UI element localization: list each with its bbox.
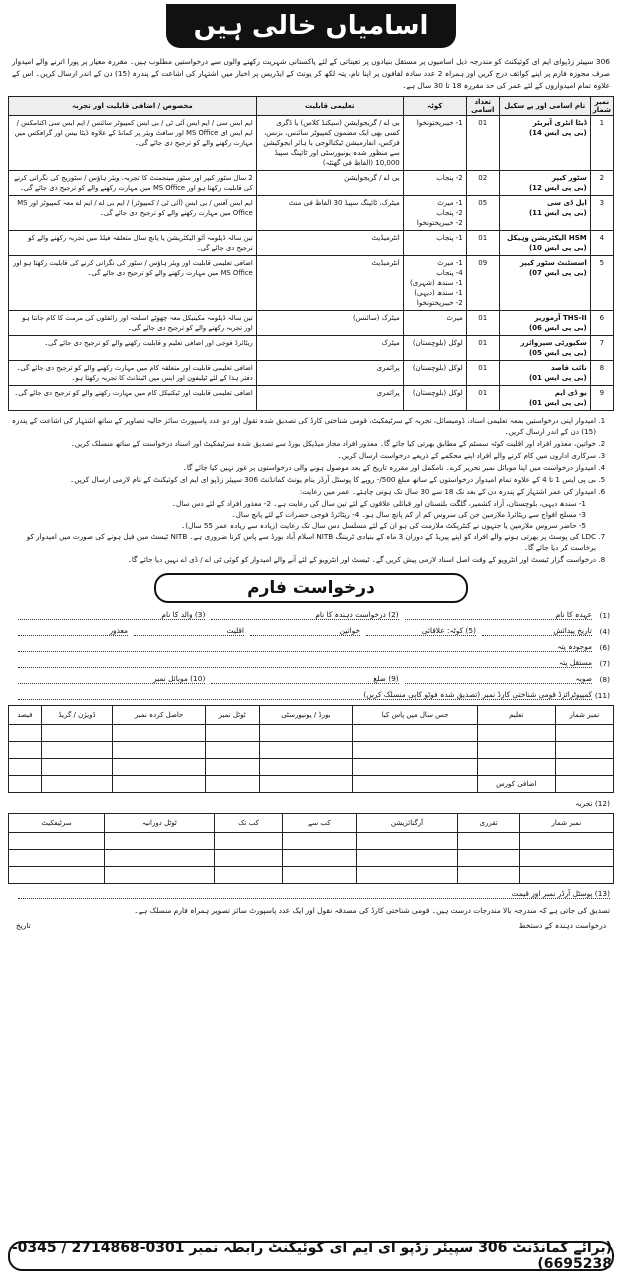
experience-cell[interactable] bbox=[104, 833, 214, 850]
education-cell[interactable] bbox=[113, 776, 205, 793]
position-name-cell bbox=[499, 386, 590, 411]
education-cell[interactable] bbox=[259, 759, 353, 776]
form-field-input[interactable]: صوبہ bbox=[405, 674, 592, 684]
form-field-input[interactable]: عہدہ کا نام bbox=[405, 610, 592, 620]
position-quantity: 01 bbox=[466, 311, 499, 336]
position-row bbox=[9, 116, 614, 171]
education-cell[interactable] bbox=[353, 742, 478, 759]
experience-cell[interactable] bbox=[214, 850, 282, 867]
position-scale: (بی پی ایس 01) bbox=[528, 399, 587, 407]
form-field-row bbox=[8, 609, 614, 621]
experience-cell[interactable] bbox=[519, 850, 613, 867]
position-quantity: 02 bbox=[466, 171, 499, 196]
form-field-row bbox=[8, 657, 614, 669]
quota-line: 2- خیبرپختونخوا bbox=[416, 219, 463, 227]
position-number: 7 bbox=[590, 336, 613, 361]
form-field-input[interactable]: تاریخ پیدائش bbox=[482, 626, 592, 636]
form-field-row bbox=[8, 673, 614, 685]
education-cell[interactable] bbox=[113, 742, 205, 759]
education-header-cell: ڈویژن / گریڈ bbox=[41, 706, 113, 725]
position-quantity: 05 bbox=[466, 196, 499, 231]
experience-cell[interactable] bbox=[356, 867, 458, 884]
position-name-cell bbox=[499, 256, 590, 311]
quota-line: 1- پنجاب bbox=[436, 234, 463, 242]
experience-cell[interactable] bbox=[458, 850, 519, 867]
postal-order-row bbox=[8, 888, 614, 900]
experience-cell[interactable] bbox=[214, 867, 282, 884]
positions-header-cell: نام اسامی اور پے سکیل bbox=[499, 97, 590, 116]
quota-line: 1- میرٹ bbox=[437, 259, 463, 267]
date-field[interactable]: تاریخ bbox=[16, 921, 31, 930]
position-experience: 2 سال سٹور کیپر اور سٹور مینجمنٹ کا تجربہ، ویئر ہاؤس / سٹوریج کی نگرانی کرنے کی قابلیت رکھتا ہو اور MS Office میں مہارت رکھنے والے کو ترجیح دی جائے گی۔ bbox=[9, 171, 257, 196]
form-field-number: (1) bbox=[599, 610, 610, 620]
position-name: THS-II آرموریر bbox=[534, 314, 587, 322]
experience-header-cell: ٹوٹل دورانیہ bbox=[104, 814, 214, 833]
experience-cell[interactable] bbox=[283, 867, 356, 884]
form-title: درخواست فارم bbox=[154, 573, 468, 603]
position-name: ڈیٹا انٹری آپریٹر bbox=[532, 119, 587, 127]
position-name: HSM الیکٹریشن وہیکل bbox=[507, 234, 587, 242]
education-cell[interactable] bbox=[41, 776, 113, 793]
age-relaxation-list bbox=[8, 498, 596, 531]
experience-header-cell: تقرری bbox=[458, 814, 519, 833]
experience-cell[interactable] bbox=[9, 850, 105, 867]
form-field-number: (11) bbox=[594, 690, 610, 700]
experience-cell[interactable] bbox=[9, 833, 105, 850]
positions-header-cell: مخصوص / اضافی قابلیت اور تجربہ bbox=[9, 97, 257, 116]
position-number: 1 bbox=[590, 116, 613, 171]
experience-cell[interactable] bbox=[458, 867, 519, 884]
experience-cell[interactable] bbox=[104, 867, 214, 884]
declaration-text: تصدیق کی جاتی ہے کہ مندرجہ بالا مندرجات درست ہیں۔ قومی شناختی کارڈ کی مصدقہ نقول اور ایک عدد پاسپورٹ سائز تصویر ہمراہ فارم منسلک ہے۔ bbox=[134, 906, 610, 915]
education-cell[interactable] bbox=[9, 725, 42, 742]
quota-line: لوکل (بلوچستان) bbox=[412, 389, 463, 397]
experience-cell[interactable] bbox=[214, 833, 282, 850]
position-row bbox=[9, 386, 614, 411]
experience-header-cell: کب سے bbox=[283, 814, 356, 833]
position-name: سٹور کیپر bbox=[552, 174, 587, 182]
position-quota-cell bbox=[403, 116, 466, 171]
education-row bbox=[9, 742, 614, 759]
position-quota-cell bbox=[403, 386, 466, 411]
education-header-cell: ٹوٹل نمبر bbox=[205, 706, 259, 725]
experience-table bbox=[8, 813, 614, 884]
position-quota-cell bbox=[403, 361, 466, 386]
education-cell[interactable] bbox=[259, 742, 353, 759]
quota-line: 1- میرٹ bbox=[437, 199, 463, 207]
education-cell[interactable] bbox=[259, 725, 353, 742]
positions-header-cell: نمبر شمار bbox=[590, 97, 613, 116]
advertisement-page bbox=[8, 4, 614, 1272]
position-experience: ایم ایس آفس / بی ایس (آئی ٹی / کمپیوٹر) / ایم بی اے / ایم اے معہ کمپیوٹر اور MS Office میں مہارت رکھنے والے کو ترجیح دی جائے گی۔ bbox=[9, 196, 257, 231]
position-scale: (بی پی ایس 01) bbox=[528, 374, 587, 382]
position-number: 2 bbox=[590, 171, 613, 196]
experience-header-cell: کب تک bbox=[214, 814, 282, 833]
experience-cell[interactable] bbox=[283, 850, 356, 867]
experience-cell[interactable] bbox=[519, 833, 613, 850]
form-field-input[interactable]: خواتین bbox=[250, 626, 360, 636]
education-cell[interactable] bbox=[555, 725, 613, 742]
position-quota-cell bbox=[403, 336, 466, 361]
position-quota-cell bbox=[403, 196, 466, 231]
note-item: 1. امیدوار اپنی درخواستیں بمعہ تعلیمی اسناد، ڈومیسائل، تجربہ کے سرٹیفکیٹ، قومی شناختی کارڈ کی تصدیق شدہ نقول اور دو عدد پاسپورٹ سائز حالیہ تصاویر کے ساتھ اشتہار کی اشاعت کے پندرہ (15) دن کے اندر ارسال کریں۔ bbox=[8, 415, 596, 437]
education-cell[interactable] bbox=[259, 776, 353, 793]
position-number: 9 bbox=[590, 386, 613, 411]
experience-row bbox=[9, 867, 614, 884]
position-education: انٹرمیڈیٹ bbox=[256, 231, 403, 256]
quota-line: 2- پنجاب bbox=[436, 209, 463, 217]
positions-header-cell: کوٹہ bbox=[403, 97, 466, 116]
education-header-cell: فیصد bbox=[9, 706, 42, 725]
experience-header-row bbox=[9, 814, 614, 833]
form-field-input[interactable]: اقلیت bbox=[134, 626, 244, 636]
position-education: پرائمری bbox=[256, 361, 403, 386]
form-field-number: (8) bbox=[599, 674, 610, 684]
form-field-number: (7) bbox=[599, 658, 610, 668]
position-quota-cell bbox=[403, 311, 466, 336]
form-field-input[interactable]: موجودہ پتہ bbox=[18, 642, 592, 652]
education-cell[interactable] bbox=[205, 725, 259, 742]
position-experience: اضافی تعلیمی قابلیت اور ویئر ہاؤس / سٹور کی نگرانی کرنے کی قابلیت رکھتا ہو اور MS Office میں مہارت رکھنے والے کو ترجیح دی جائے گی۔ bbox=[9, 256, 257, 311]
position-row bbox=[9, 196, 614, 231]
position-scale: (بی پی ایس 05) bbox=[528, 349, 587, 357]
position-quantity: 01 bbox=[466, 116, 499, 171]
position-number: 5 bbox=[590, 256, 613, 311]
position-education: میٹرک، ٹائپنگ سپیڈ 30 الفاظ فی منٹ bbox=[256, 196, 403, 231]
quota-line: 2- پنجاب bbox=[436, 174, 463, 182]
position-quantity: 01 bbox=[466, 361, 499, 386]
experience-header-cell: نمبر شمار bbox=[519, 814, 613, 833]
position-number: 8 bbox=[590, 361, 613, 386]
education-cell[interactable] bbox=[113, 759, 205, 776]
experience-cell[interactable] bbox=[356, 833, 458, 850]
vacancies-banner: اسامیاں خالی ہیں bbox=[166, 4, 456, 48]
positions-table bbox=[8, 96, 614, 411]
position-name: نائب قاصد bbox=[550, 364, 587, 372]
position-number: 4 bbox=[590, 231, 613, 256]
education-cell[interactable] bbox=[477, 725, 555, 742]
position-name-cell bbox=[499, 116, 590, 171]
position-scale: (بی پی ایس 06) bbox=[528, 324, 587, 332]
position-name: ایل ڈی سی bbox=[547, 199, 587, 207]
position-name-cell bbox=[499, 171, 590, 196]
education-cell[interactable] bbox=[113, 725, 205, 742]
position-name-cell bbox=[499, 231, 590, 256]
quota-line: 1- خیبرپختونخوا bbox=[416, 119, 463, 127]
education-header-cell: تعلیم bbox=[477, 706, 555, 725]
quota-line: 4- پنجاب bbox=[436, 269, 463, 277]
signature-field[interactable]: درخواست دہندہ کے دستخط bbox=[518, 921, 606, 930]
signature-row bbox=[8, 921, 614, 930]
experience-cell[interactable] bbox=[519, 867, 613, 884]
position-quantity: 01 bbox=[466, 231, 499, 256]
position-scale: (بی پی ایس 12) bbox=[528, 184, 587, 192]
form-field-input[interactable]: (2) درخواست دہندہ کا نام bbox=[211, 610, 398, 620]
education-cell[interactable] bbox=[555, 759, 613, 776]
position-quantity: 01 bbox=[466, 336, 499, 361]
position-row bbox=[9, 361, 614, 386]
education-cell[interactable] bbox=[9, 742, 42, 759]
education-cell[interactable] bbox=[477, 742, 555, 759]
position-education: بی اے / گریجوایشن (سیکنڈ کلاس) یا ڈگری کسی بھی ایک مضمون کمپیوٹر سائنس، بزنس، فزکس، انفارمیشن ٹیکنالوجی یا ہائر ایجوکیشن سے منظور شدہ یونیورسٹی اور ٹائپنگ سپیڈ 10,000 (الفاظ فی گھنٹہ) bbox=[256, 116, 403, 171]
position-name: اسسٹنٹ سٹور کیپر bbox=[520, 259, 587, 267]
quota-line: لوکل (بلوچستان) bbox=[412, 339, 463, 347]
position-education: میٹرک (سائنس) bbox=[256, 311, 403, 336]
position-quantity: 09 bbox=[466, 256, 499, 311]
position-name-cell bbox=[499, 361, 590, 386]
position-education: پرائمری bbox=[256, 386, 403, 411]
education-cell[interactable] bbox=[9, 776, 42, 793]
education-cell[interactable] bbox=[205, 759, 259, 776]
education-cell[interactable] bbox=[477, 759, 555, 776]
education-cell[interactable] bbox=[41, 725, 113, 742]
form-field-number: (4) bbox=[599, 626, 610, 636]
form-field-number: (6) bbox=[599, 642, 610, 652]
position-scale: (بی پی ایس 11) bbox=[528, 209, 587, 217]
form-field-input[interactable]: (5) کوٹہ: علاقائی bbox=[366, 626, 476, 636]
position-experience: تین سالہ ڈپلومہ مکینیکل معہ چھوٹے اسلحہ اور رائفلوں کی مرمت کا کام جانتا ہو اور تجربہ رکھنے والے کو ترجیح دی جائے گی۔ bbox=[9, 311, 257, 336]
quota-line: 1- سندھ (شہری) bbox=[409, 279, 463, 287]
education-row bbox=[9, 725, 614, 742]
position-quantity: 01 bbox=[466, 386, 499, 411]
education-cell[interactable] bbox=[9, 759, 42, 776]
education-header-cell: نمبر شمار bbox=[555, 706, 613, 725]
form-field-row bbox=[8, 641, 614, 653]
note-item: 4. امیدوار درخواست میں اپنا موبائل نمبر تحریر کرے۔ نامکمل اور مقررہ تاریخ کے بعد موصول ہونے والی درخواستوں پر غور نہیں کیا جائے گا۔ bbox=[8, 462, 596, 473]
education-header-cell: حاصل کردہ نمبر bbox=[113, 706, 205, 725]
position-quota-cell bbox=[403, 171, 466, 196]
education-cell[interactable] bbox=[41, 742, 113, 759]
education-row bbox=[9, 759, 614, 776]
experience-label: (12) تجربہ bbox=[575, 798, 610, 808]
experience-header-cell: آرگنائزیشن bbox=[356, 814, 458, 833]
position-row bbox=[9, 231, 614, 256]
education-body bbox=[9, 725, 614, 793]
education-cell[interactable] bbox=[555, 742, 613, 759]
quota-line: میرٹ bbox=[446, 314, 463, 322]
age-relaxation-item: 1- سندھ دیہی، بلوچستان، آزاد کشمیر، گلگت بلتستان اور قبائلی علاقوں کے لئے تین سال کی رعایت ہے۔ 2- معذور افراد کے لئے دس سال۔ bbox=[171, 499, 586, 508]
position-education: بی اے / گریجوایشن bbox=[256, 171, 403, 196]
position-scale: (بی پی ایس 14) bbox=[528, 129, 587, 137]
quota-line: 1- سندھ (دیہی) bbox=[414, 289, 463, 297]
education-row bbox=[9, 776, 614, 793]
intro-paragraph: 306 سپیئر زڈپوای ایم ای کوئیکنٹ کو مندرجہ ذیل اسامیوں پر مستقل بنیادوں پر تعیناتی کے لئے پاکستانی شہریت رکھنے والوں سے درخواستیں مطلوب ہیں۔ مقررہ معیار پر پورا اترنے والے امیدوار صرف مجوزہ فارم پر اپنے کوائف درج کریں اور ہمراہ 2 عدد سادہ لفافوں پر اپنا نام، پتہ لکھ کر یونٹ کے ایڈریس پر اخبار میں اشتہار کی اشاعت کے پندرہ (15) دن کے اندر ارسال کریں۔ اس کے علاوہ تمام امیدواروں کے لئے عمر کی حد مقررہ 18 تا 30 سال ہے۔ bbox=[12, 57, 610, 90]
position-name: یو ڈی ایم bbox=[554, 389, 587, 397]
position-scale: (بی پی ایس 10) bbox=[528, 244, 587, 252]
position-experience: ریٹائرڈ فوجی اور اضافی تعلیم و قابلیت رکھنے والے کو ترجیح دی جائے گی۔ bbox=[9, 336, 257, 361]
education-cell[interactable] bbox=[353, 759, 478, 776]
education-cell[interactable] bbox=[41, 759, 113, 776]
position-experience: اضافی تعلیمی قابلیت اور ٹیکنیکل کام میں مہارت رکھنے والے کو ترجیح دی جائے گی۔ bbox=[9, 386, 257, 411]
position-row bbox=[9, 311, 614, 336]
position-row bbox=[9, 336, 614, 361]
note-item: 2. خواتین، معذور افراد اور اقلیت کوٹہ سسٹم کے مطابق بھرتی کیا جائے گا۔ معذور افراد مجاز میڈیکل بورڈ سے تصدیق شدہ سرٹیفکیٹ اور اسناد درخواست کے ساتھ منسلک کریں۔ bbox=[8, 438, 596, 449]
education-cell[interactable] bbox=[353, 776, 478, 793]
experience-cell[interactable] bbox=[356, 850, 458, 867]
position-name-cell bbox=[499, 196, 590, 231]
positions-header-row bbox=[9, 97, 614, 116]
age-relaxation-item: 3- مسلح افواج سے ریٹائرڈ ملازمین جن کی سروس کم از کم پانچ سال ہو۔ 4- ریٹائرڈ فوجی حضرات کے لئے پانچ سال۔ bbox=[231, 510, 586, 519]
form-field-row bbox=[8, 625, 614, 637]
education-cell[interactable] bbox=[205, 776, 259, 793]
education-header-cell: بورڈ / یونیورسٹی bbox=[259, 706, 353, 725]
position-scale: (بی پی ایس 07) bbox=[528, 269, 587, 277]
position-education: انٹرمیڈیٹ bbox=[256, 256, 403, 311]
position-name: سکیورٹی سپروائزر bbox=[520, 339, 587, 347]
positions-header-cell: تعداد اسامی bbox=[466, 97, 499, 116]
note-item: 6. امیدوار کی عمر اشتہار کے پندرہ دن کے بعد تک 18 سے 30 سال تک ہونی چاہئے۔ عمر میں رعایت: bbox=[8, 486, 596, 497]
position-experience: تین سالہ ڈپلومہ آٹو الیکٹریشن یا پانچ سال متعلقہ فیلڈ میں تجربہ رکھنے والے کو ترجیح دی جائے گی۔ bbox=[9, 231, 257, 256]
quota-line: لوکل (بلوچستان) bbox=[412, 364, 463, 372]
position-row bbox=[9, 256, 614, 311]
form-field-input[interactable]: مستقل پتہ bbox=[18, 658, 592, 668]
quota-line: 2- خیبرپختونخوا bbox=[416, 299, 463, 307]
position-experience: ایم ایس سی / ایم ایس آئی ٹی / بی ایس کمپیوٹر سائنس / ایم ایس سی اکنامکس / ایم ایس ای MS Office اور سافٹ ویئر پر کمانڈ کے علاوہ ڈیٹا بیس اور گرافکس میں مہارت رکھنے والے کو ترجیح دی جائے گی۔ bbox=[9, 116, 257, 171]
education-cell[interactable] bbox=[205, 742, 259, 759]
note-item: 8. درخواست گزار ٹیسٹ اور انٹرویو کے وقت اصل اسناد لازمی پیش کریں گے۔ ٹیسٹ اور انٹرویو کے لئے آنے والے امیدوار کو کوئی ٹی اے / ڈی اے نہیں دیا جائے گا۔ bbox=[8, 554, 596, 565]
position-row bbox=[9, 171, 614, 196]
contact-footer: (برائے کمانڈنٹ 306 سپیئر زڈپو ای ایم ای کوئیکنٹ رابطہ نمبر 0301-2714868 / 0345-6695238) bbox=[8, 1241, 614, 1271]
note-item: 3. سرکاری اداروں میں کام کرنے والے افراد اپنے محکمے کے ذریعے درخواست ارسال کریں۔ bbox=[8, 450, 596, 461]
experience-cell[interactable] bbox=[458, 833, 519, 850]
experience-row bbox=[9, 833, 614, 850]
form-field-input[interactable]: کمپیوٹرائزڈ قومی شناختی کارڈ نمبر (تصدیق شدہ فوٹو کاپی منسلک کریں) bbox=[18, 690, 592, 700]
form-field-row bbox=[8, 689, 614, 701]
positions-body bbox=[9, 116, 614, 411]
position-quota-cell bbox=[403, 256, 466, 311]
experience-cell[interactable] bbox=[283, 833, 356, 850]
position-number: 3 bbox=[590, 196, 613, 231]
position-number: 6 bbox=[590, 311, 613, 336]
education-cell[interactable] bbox=[353, 725, 478, 742]
form-field-input[interactable]: (9) ضلع bbox=[211, 674, 398, 684]
form-field-input[interactable]: (3) والد کا نام bbox=[18, 610, 205, 620]
experience-row bbox=[9, 850, 614, 867]
postal-order-field[interactable]: (13) پوسٹل آرڈر نمبر اور قیمت bbox=[18, 889, 610, 899]
position-name-cell bbox=[499, 336, 590, 361]
position-education: میٹرک bbox=[256, 336, 403, 361]
position-experience: اضافی تعلیمی قابلیت اور متعلقہ کام میں مہارت رکھنے والے کو ترجیح دی جائے گی۔ دفتر ہذا کے لئے ٹیلیفون اور ایس میں اٹینڈنٹ کا تجربہ رکھتا ہو۔ bbox=[9, 361, 257, 386]
position-quota-cell bbox=[403, 231, 466, 256]
experience-body bbox=[9, 833, 614, 884]
form-field-input[interactable]: (10) موبائل نمبر bbox=[18, 674, 205, 684]
form-fields bbox=[8, 609, 614, 701]
education-table bbox=[8, 705, 614, 793]
education-cell[interactable]: اضافی کورس bbox=[477, 776, 555, 793]
note-item: 5. بی پی ایس 1 تا 4 کے علاوہ تمام امیدوار درخواستوں کے ساتھ مبلغ 500/- روپے کا پوسٹل آرڈر بنام یونٹ کمانڈنٹ 306 سپیئر زڈپو ای ایم ای کوئیکنٹ کے نام لازمی ارسال کریں۔ bbox=[8, 474, 596, 485]
education-header-row bbox=[9, 706, 614, 725]
education-header-cell: جس سال میں پاس کیا bbox=[353, 706, 478, 725]
experience-cell[interactable] bbox=[104, 850, 214, 867]
notes-list bbox=[8, 415, 614, 565]
education-cell[interactable] bbox=[555, 776, 613, 793]
positions-header-cell: تعلیمی قابلیت bbox=[256, 97, 403, 116]
form-field-input[interactable]: معذور bbox=[18, 626, 128, 636]
experience-header-cell: سرٹیفکیٹ bbox=[9, 814, 105, 833]
position-name-cell bbox=[499, 311, 590, 336]
age-relaxation-item: 5- حاضر سروس ملازمین یا جنہوں نے کنٹریکٹ ملازمت کی ہو ان کے لئے مسلسل دس سال تک رعایت (زیادہ سے زیادہ عمر 55 سال)۔ bbox=[181, 521, 586, 530]
note-item: 7. LDC کی پوسٹ پر بھرتی ہونے والے افراد کو اپنے پیریڈ کے دوران 3 ماہ کے بنیادی ٹریننگ NITB اسلام آباد بورڈ سے پاس کرنا ضروری ہے۔ NITB ٹیسٹ میں فیل ہونے کی صورت میں امیدوار کو برخاست کر دیا جائے گا۔ bbox=[8, 531, 596, 553]
experience-label-row bbox=[8, 797, 614, 809]
experience-cell[interactable] bbox=[9, 867, 105, 884]
